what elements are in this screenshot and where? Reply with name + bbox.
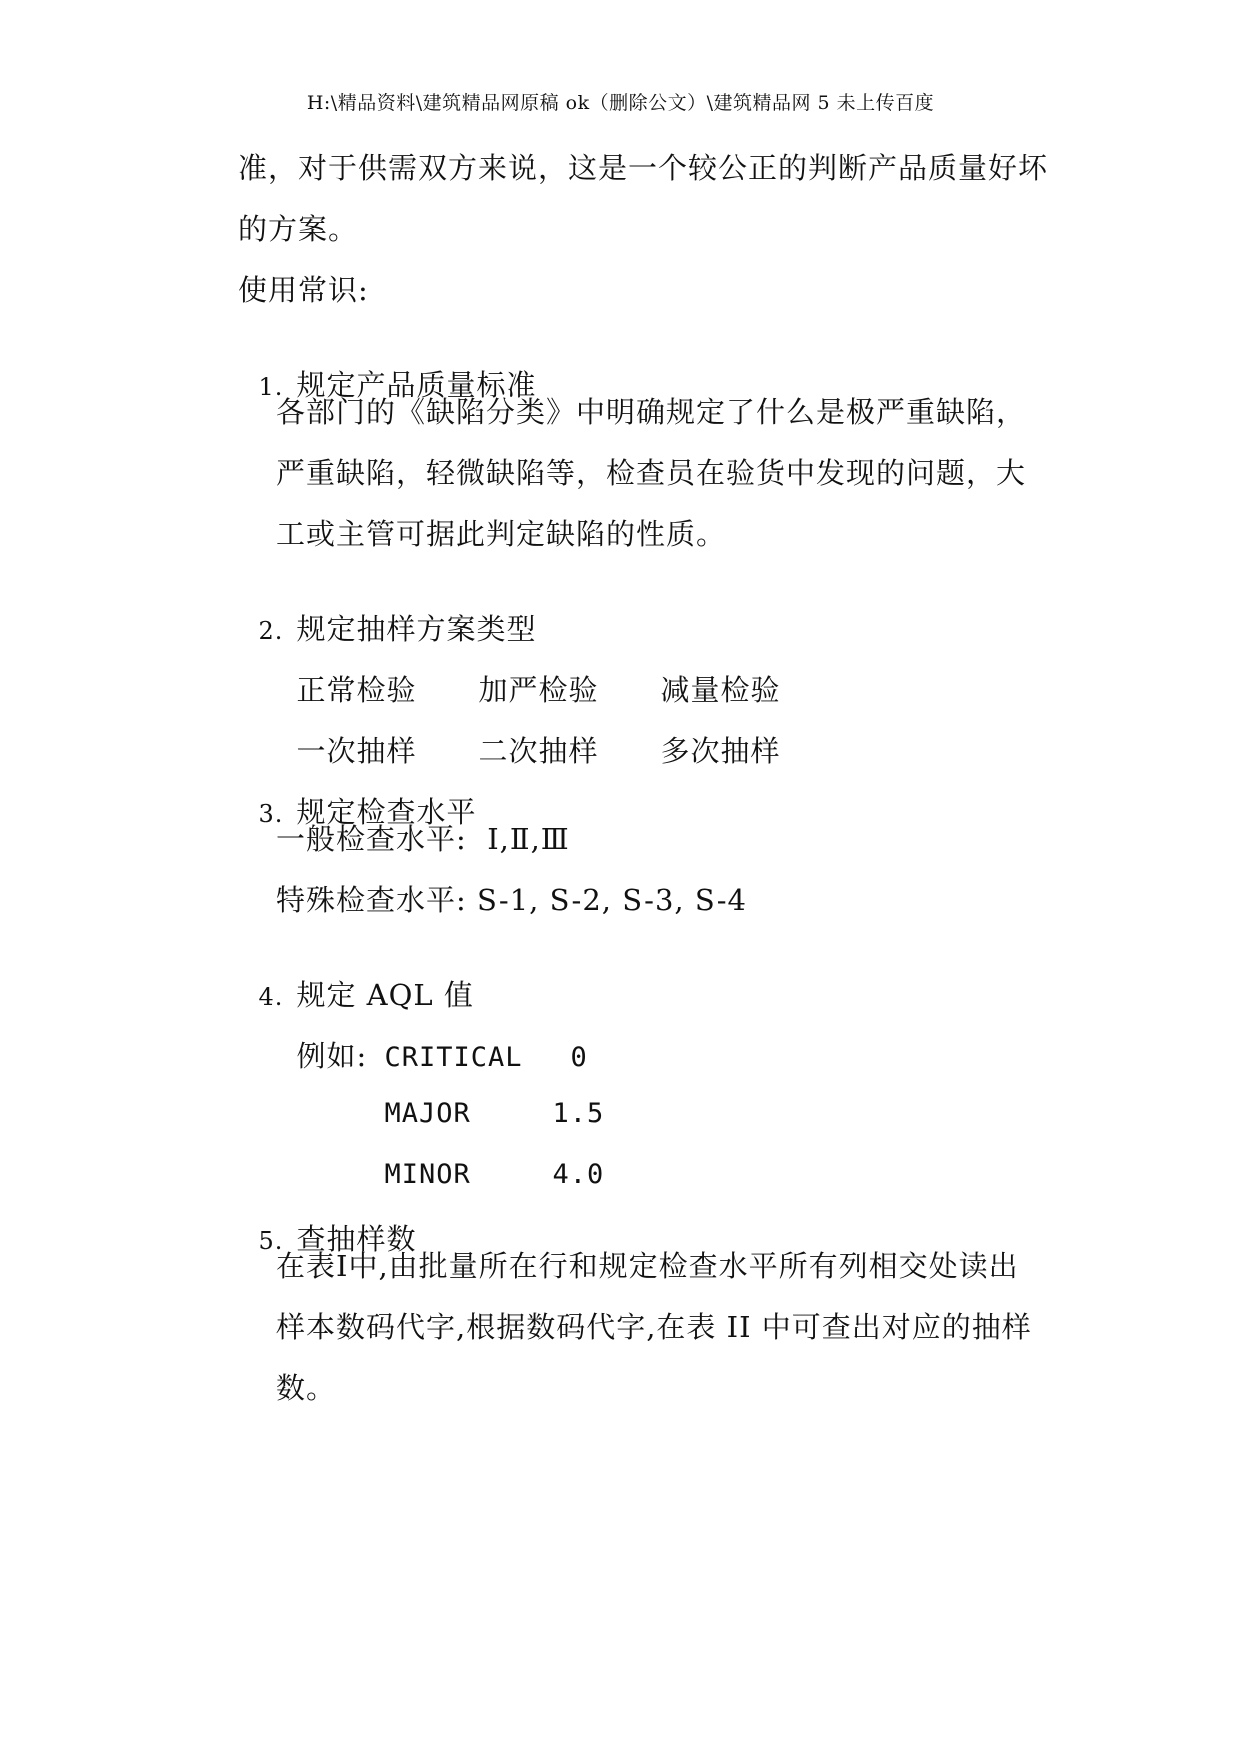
inspection-type: 正常检验 [296,673,417,707]
aql-name: MAJOR [384,1098,471,1129]
aql-name: MINOR [384,1159,471,1190]
general-inspection-level: 一般检查水平: Ⅰ,Ⅱ,Ⅲ [276,822,570,856]
aql-value: 1.5 [552,1098,605,1129]
aql-value: 4.0 [552,1159,605,1190]
section-1-line: 严重缺陷，轻微缺陷等，检查员在验货中发现的问题，大 [276,456,1027,490]
section-title: 规定 AQL 值 [296,978,474,1012]
section-number: 1. [258,373,284,401]
usage-heading: 使用常识: [238,273,369,307]
section-1-line: 工或主管可据此判定缺陷的性质。 [276,517,727,551]
section-title: 规定产品质量标准 [296,368,537,402]
section-title: 规定检查水平 [296,795,477,829]
paragraph-line: 的方案。 [238,212,359,246]
section-title: 查抽样数 [296,1222,417,1256]
aql-value: 0 [570,1042,588,1073]
section-title: 规定抽样方案类型 [296,612,537,646]
section-5-line: 在表Ⅰ中,由批量所在行和规定检查水平所有列相交处读出 [276,1249,1019,1283]
section-1-line: 各部门的《缺陷分类》中明确规定了什么是极严重缺陷， [276,395,1027,429]
sampling-type: 一次抽样 [296,734,417,768]
aql-row-major [364,1061,604,1129]
paragraph-line: 准，对于供需双方来说，这是一个较公正的判断产品质量好坏 [238,151,1049,185]
inspection-type: 减量检验 [660,673,781,707]
section-number: 2. [258,617,284,645]
aql-name: CRITICAL [384,1042,523,1073]
example-prefix: 例如: [296,1039,368,1073]
aql-row-minor [364,1122,604,1190]
section-number: 4. [258,983,284,1011]
sampling-type: 多次抽样 [660,734,781,768]
section-5-line: 样本数码代字,根据数码代字,在表 II 中可查出对应的抽样 [276,1310,1032,1344]
section-number: 5. [258,1227,284,1255]
inspection-type: 加严检验 [478,673,599,707]
section-number: 3. [258,800,284,828]
section-5-line: 数。 [276,1371,337,1405]
sampling-type: 二次抽样 [478,734,599,768]
page-header: H:\精品资料\建筑精品网原稿 ok（删除公文）\建筑精品网 5 未上传百度 [306,92,935,114]
special-inspection-level: 特殊检查水平: S-1, S-2, S-3, S-4 [276,883,748,917]
